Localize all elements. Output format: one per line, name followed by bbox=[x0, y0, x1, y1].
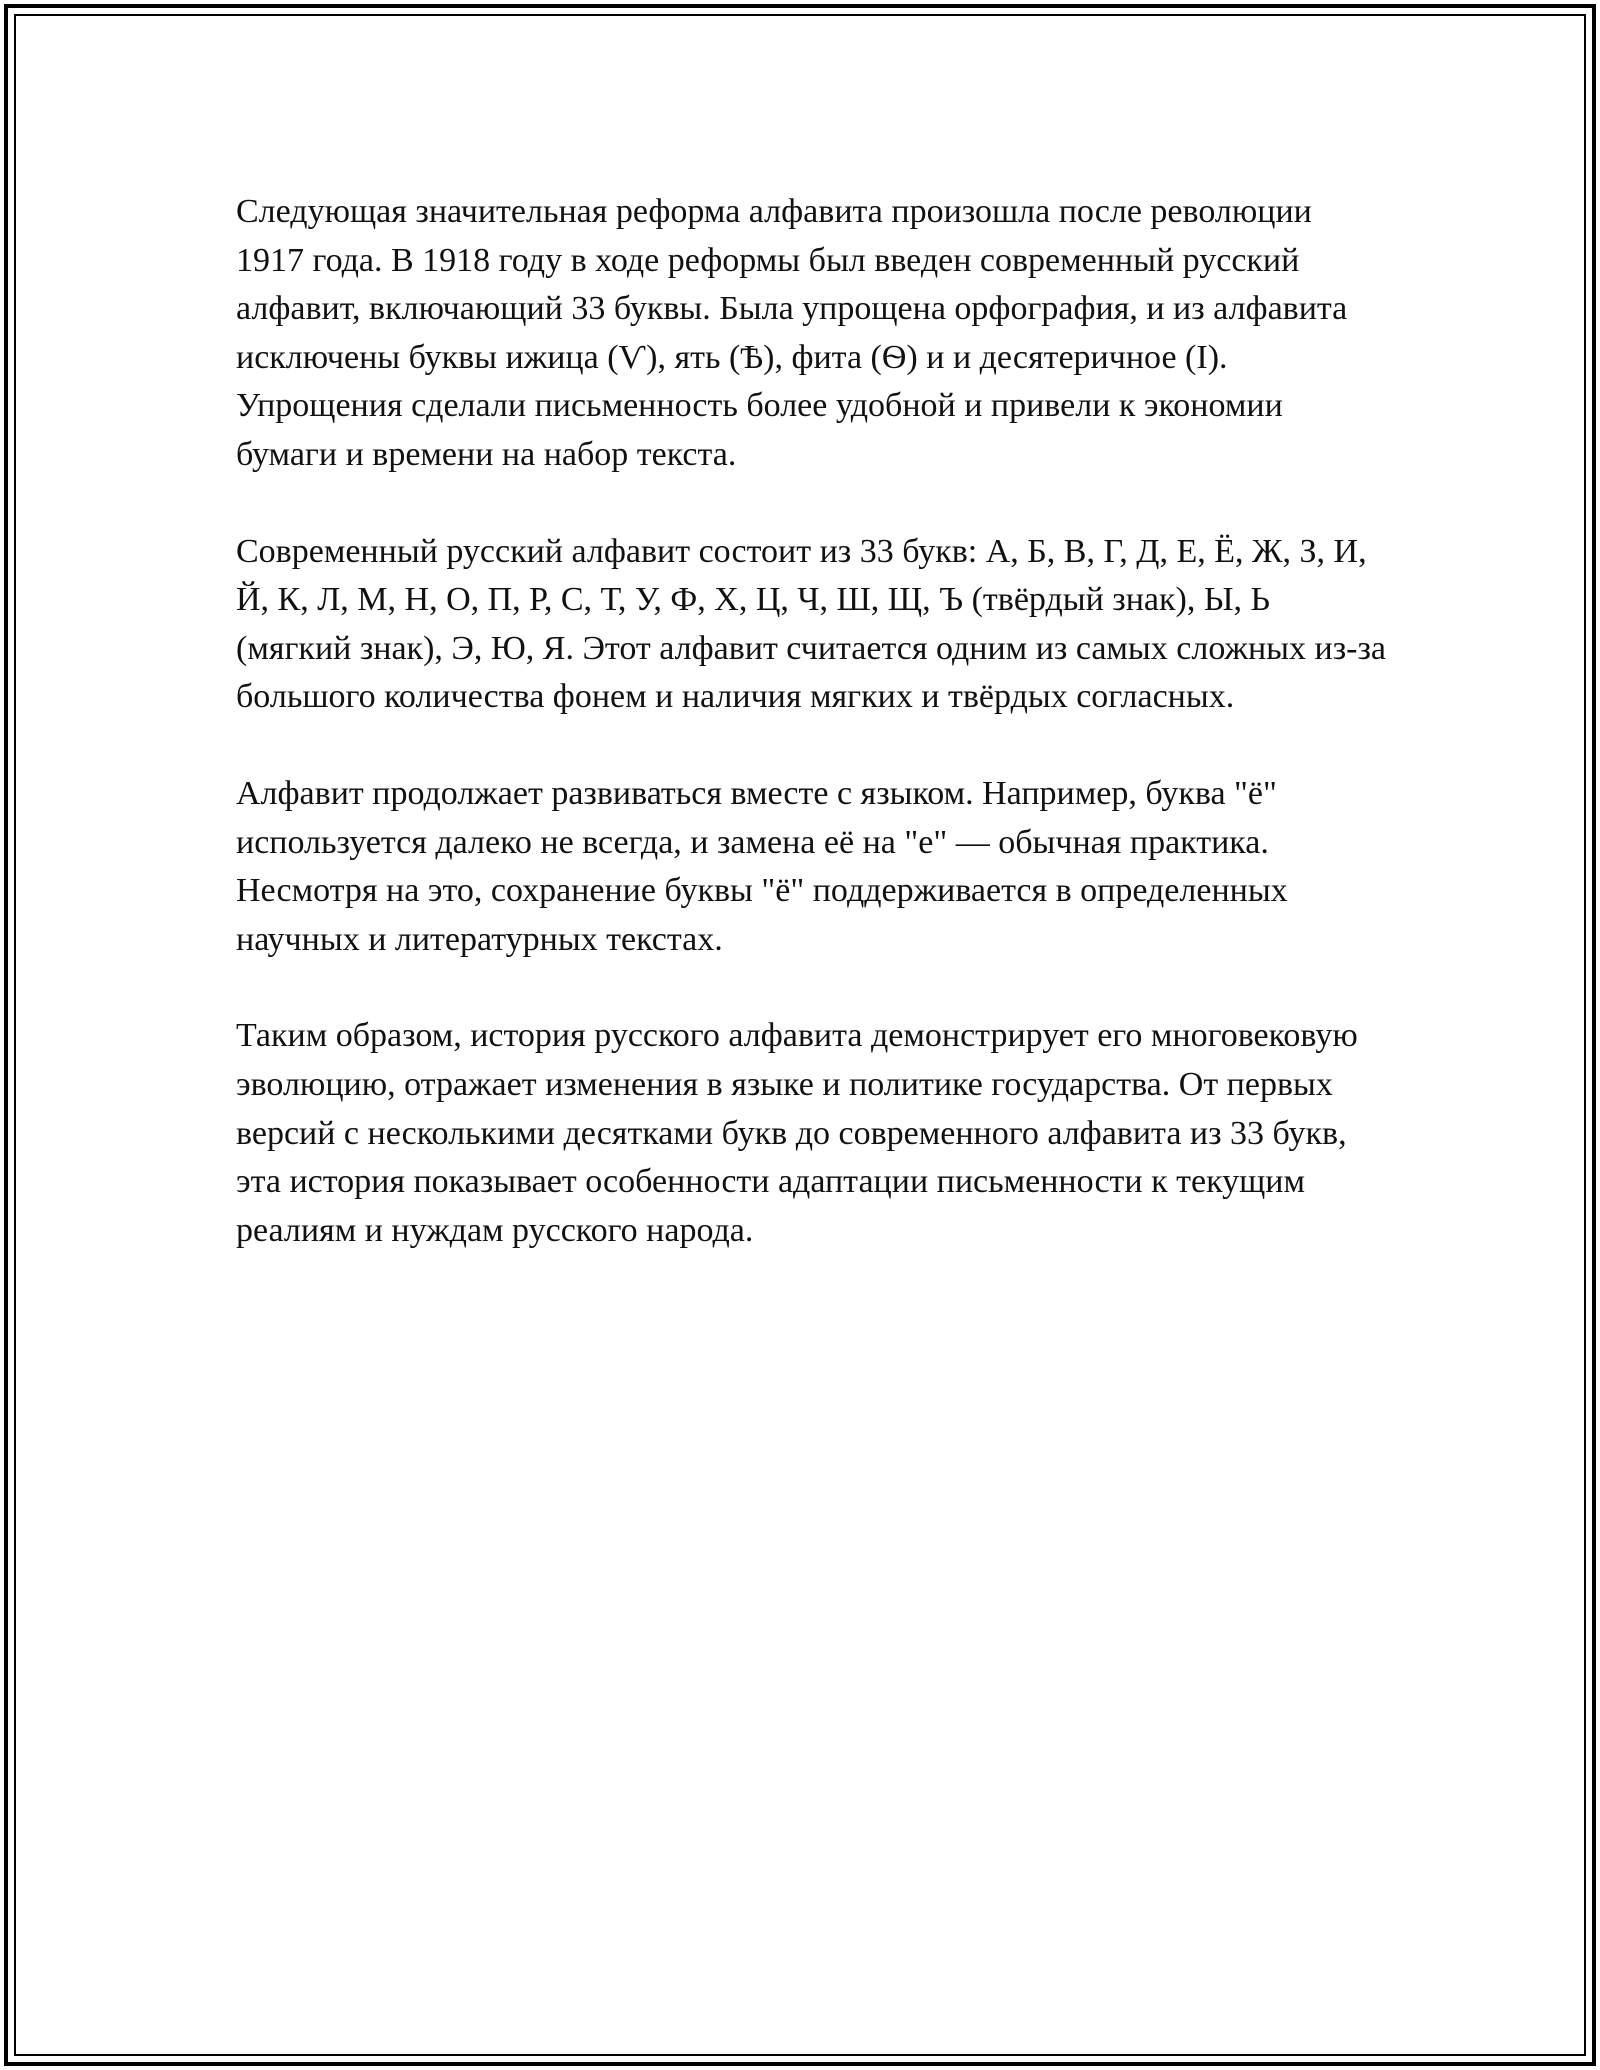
document-body bbox=[236, 188, 1386, 1303]
paragraph-modern-alphabet: Современный русский алфавит состоит из 33 букв: А, Б, В, Г, Д, Е, Ё, Ж, З, И, Й, К, Л, М, Н, О, П, Р, С, Т, У, Ф, Х, Ц, Ч, Ш, Щ, Ъ (твёрдый знак), Ы, Ь (мягкий знак), Э, Ю, Я. Этот алфавит считается одним из самых сложных из-за большого количества фонем и наличия мягких и твёрдых согласных. bbox=[236, 532, 1386, 716]
paragraph-reform-1918: Следующая значительная реформа алфавита произошла после революции 1917 года. В 1918 году в ходе реформы был введен современный русский алфавит, включающий 33 буквы. Была упрощена орфография, и из алфавита исключены буквы ижица (Ѵ), ять (Ѣ), фита (Ѳ) и и десятеричное (І). Упрощения сделали письменность более удобной и привели к экономии бумаги и времени на набор текста. bbox=[236, 193, 1348, 473]
paragraph-letter-yo: Алфавит продолжает развиваться вместе с языком. Например, буква "ё" используется далеко не всегда, и замена её на "е" — обычная практика. Несмотря на это, сохранение буквы "ё" поддерживается в определенных научных и литературных текстах. bbox=[236, 774, 1288, 958]
paragraph-conclusion: Таким образом, история русского алфавита демонстрирует его многовековую эволюцию, отражает изменения в языке и политике государства. От первых версий с несколькими десятками букв до современного алфавита из 33 букв, эта история показывает особенности адаптации письменности к текущим реалиям и нуждам русского народа. bbox=[236, 1017, 1358, 1249]
